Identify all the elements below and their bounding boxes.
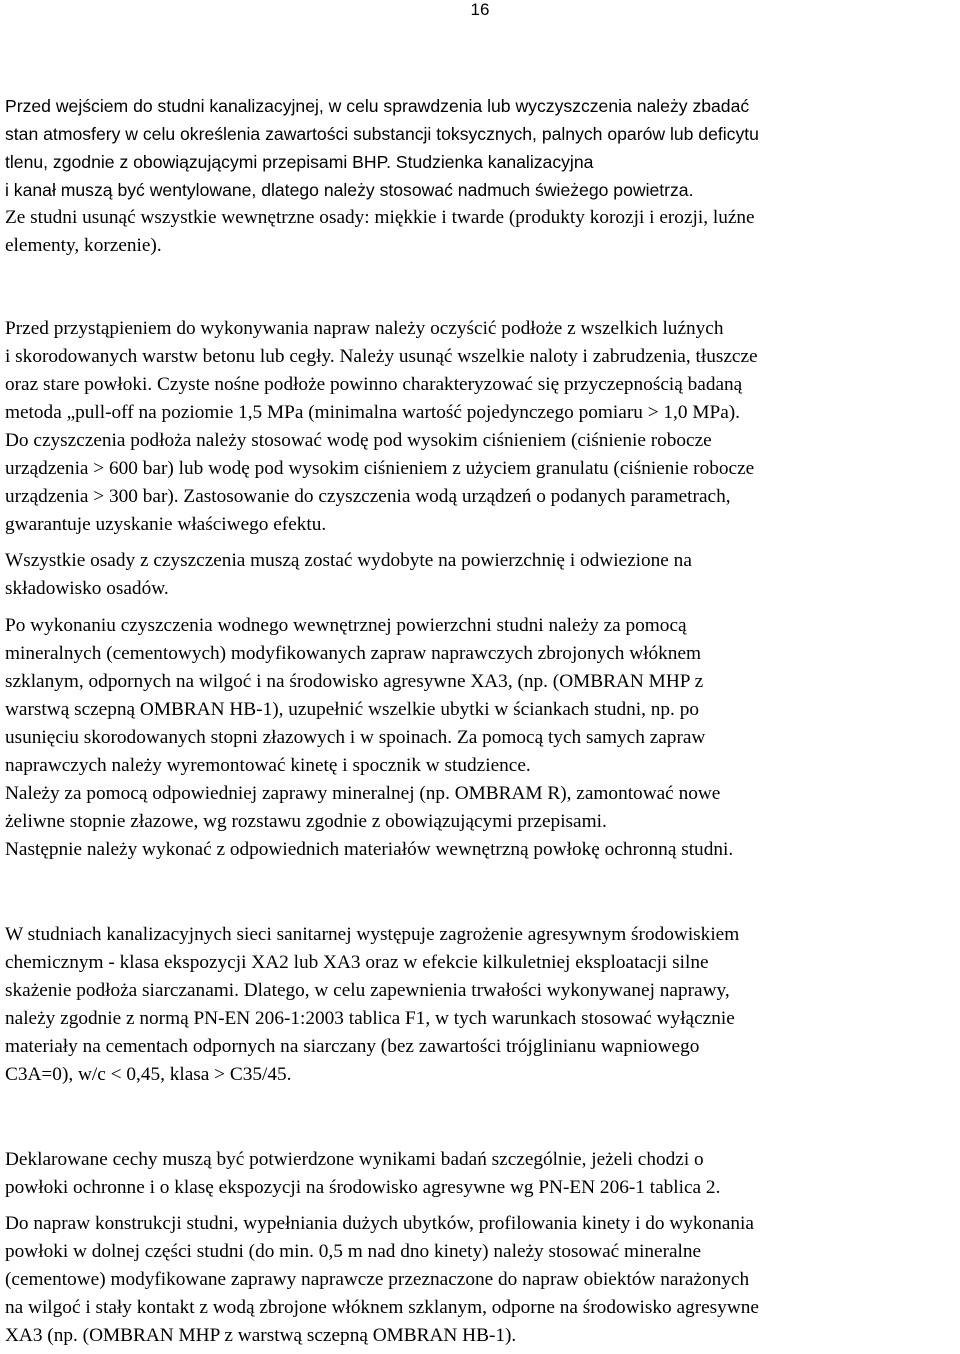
paragraph	[5, 612, 960, 864]
text-line: składowisko osadów.	[5, 578, 169, 599]
paragraph	[5, 921, 960, 1089]
text-line: skażenie podłoża siarczanami. Dlatego, w celu zapewnienia trwałości wykonywanej naprawy,	[5, 980, 730, 1001]
paragraph	[5, 547, 960, 603]
text-line: materiały na cementach odpornych na siarczany (bez zawartości trójglinianu wapniowego	[5, 1036, 700, 1057]
text-line: Ze studni usunąć wszystkie wewnętrzne osady: miękkie i twarde (produkty korozji i erozji, luźne	[5, 207, 755, 228]
text-line: Następnie należy wykonać z odpowiednich materiałów wewnętrzną powłokę ochronną studni.	[5, 839, 734, 860]
text-line: Wszystkie osady z czyszczenia muszą zostać wydobyte na powierzchnię i odwiezione na	[5, 550, 692, 571]
paragraph	[5, 92, 960, 260]
paragraph	[5, 1210, 960, 1350]
text-line: chemicznym - klasa ekspozycji XA2 lub XA3 oraz w efekcie kilkuletniej eksploatacji silne	[5, 952, 709, 973]
text-line: oraz stare powłoki. Czyste nośne podłoże powinno charakteryzować się przyczepnością badaną	[5, 374, 743, 395]
text-line: Do czyszczenia podłoża należy stosować wodę pod wysokim ciśnieniem (ciśnienie robocze	[5, 430, 712, 451]
text-line: naprawczych należy wyremontować kinetę i spocznik w studzience.	[5, 755, 531, 776]
text-line: usunięciu skorodowanych stopni złazowych i w spoinach. Za pomocą tych samych zapraw	[5, 727, 706, 748]
text-line: należy zgodnie z normą PN-EN 206-1:2003 tablica F1, w tych warunkach stosować wyłącznie	[5, 1008, 735, 1029]
text-line: i kanał muszą być wentylowane, dlatego należy stosować nadmuch świeżego powietrza.	[5, 180, 694, 200]
text-line: Należy za pomocą odpowiedniej zaprawy mineralnej (np. OMBRAM R), zamontować nowe	[5, 783, 721, 804]
text-line: powłoki w dolnej części studni (do min. 0,5 m nad dno kinety) należy stosować mineralne	[5, 1241, 702, 1262]
text-line: stan atmosfery w celu określenia zawartości substancji toksycznych, palnych oparów lub deficytu	[5, 124, 759, 144]
page-number: 16	[470, 0, 490, 19]
text-line: tlenu, zgodnie z obowiązującymi przepisami BHP. Studzienka kanalizacyjna	[5, 152, 594, 172]
text-line: urządzenia > 300 bar). Zastosowanie do czyszczenia wodą urządzeń o podanych parametrach,	[5, 486, 731, 507]
text-line: żeliwne stopnie złazowe, wg rozstawu zgodnie z obowiązującymi przepisami.	[5, 811, 607, 832]
text-line: gwarantuje uzyskanie właściwego efektu.	[5, 514, 327, 535]
text-line: W studniach kanalizacyjnych sieci sanitarnej występuje zagrożenie agresywnym środowiskiem	[5, 924, 740, 945]
text-line: Przed przystąpieniem do wykonywania napraw należy oczyścić podłoże z wszelkich luźnych	[5, 318, 724, 339]
text-line: XA3 (np. (OMBRAN MHP z warstwą sczepną OMBRAN HB-1).	[5, 1325, 517, 1346]
text-line: powłoki ochronne i o klasę ekspozycji na środowisko agresywne wg PN-EN 206-1 tablica 2.	[5, 1177, 721, 1198]
text-line: Do napraw konstrukcji studni, wypełniania dużych ubytków, profilowania kinety i do wykonania	[5, 1213, 754, 1234]
text-line: Deklarowane cechy muszą być potwierdzone wynikami badań szczególnie, jeżeli chodzi o	[5, 1149, 704, 1170]
text-line: C3A=0), w/c < 0,45, klasa > C35/45.	[5, 1064, 292, 1085]
text-line: mineralnych (cementowych) modyfikowanych zapraw naprawczych zbrojonych włóknem	[5, 643, 701, 664]
text-line: metoda „pull-off na poziomie 1,5 MPa (minimalna wartość pojedynczego pomiaru > 1,0 MPa).	[5, 402, 740, 423]
text-line: (cementowe) modyfikowane zaprawy naprawcze przeznaczone do napraw obiektów narażonych	[5, 1269, 750, 1290]
text-line: i skorodowanych warstw betonu lub cegły. Należy usunąć wszelkie naloty i zabrudzenia, tłuszcze	[5, 346, 758, 367]
document-body	[5, 92, 960, 1350]
text-line: Po wykonaniu czyszczenia wodnego wewnętrznej powierzchni studni należy za pomocą	[5, 615, 687, 636]
text-line: elementy, korzenie).	[5, 235, 162, 256]
paragraph	[5, 1146, 960, 1202]
text-line: warstwą sczepną OMBRAN HB-1), uzupełnić wszelkie ubytki w ściankach studni, np. po	[5, 699, 699, 720]
text-line: Przed wejściem do studni kanalizacyjnej, w celu sprawdzenia lub wyczyszczenia należy zbadać	[5, 96, 750, 116]
text-line: na wilgoć i stały kontakt z wodą zbrojone włóknem szklanym, odporne na środowisko agresywne	[5, 1297, 759, 1318]
text-line: szklanym, odpornych na wilgoć i na środowisko agresywne XA3, (np. (OMBRAN MHP z	[5, 671, 704, 692]
paragraph	[5, 315, 960, 539]
text-line: urządzenia > 600 bar) lub wodę pod wysokim ciśnieniem z użyciem granulatu (ciśnienie robocze	[5, 458, 755, 479]
